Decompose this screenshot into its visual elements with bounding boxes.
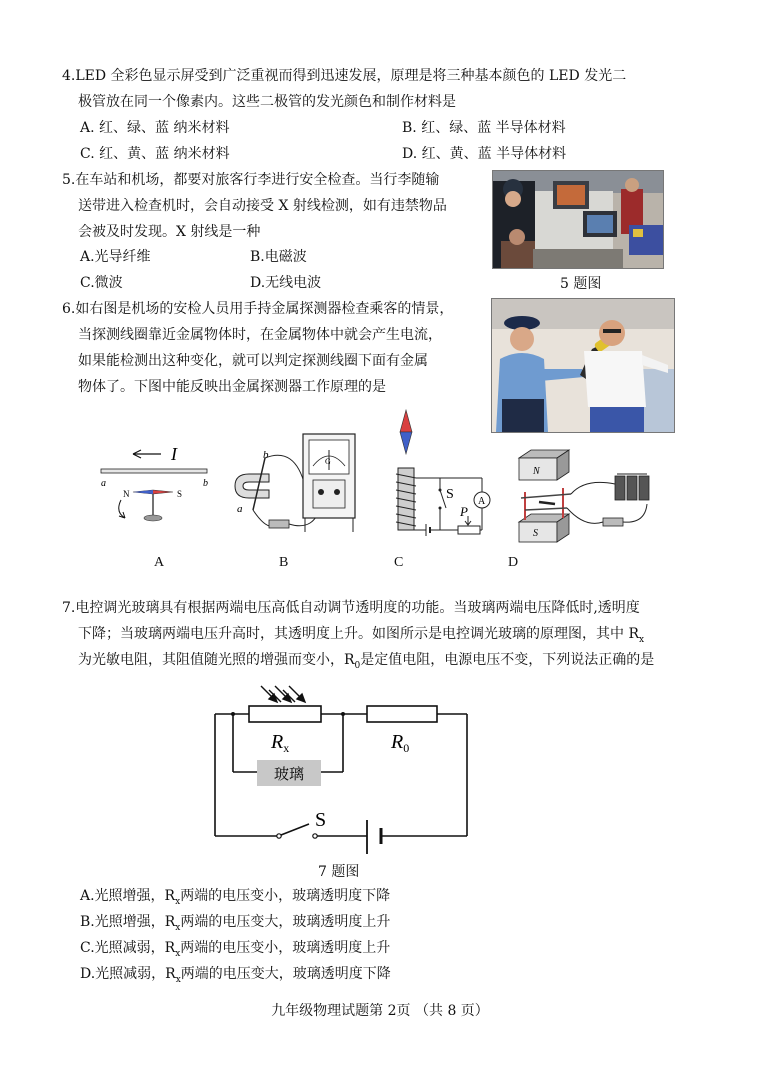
q5-stem-line2: 送带进入检查机时，会自动接受 X 射线检测，如有违禁物品: [78, 198, 447, 214]
q6-stem-line2: 当探测线圈靠近金属物体时，在金属物体中就会产生电流，: [78, 327, 442, 343]
q5-option-c: C.微波: [80, 275, 123, 291]
diagram-d-pole-n: N: [533, 466, 540, 477]
q5-figure-caption: 5 题图: [560, 276, 602, 292]
q4-option-b: B. 红、绿、蓝 半导体材料: [402, 120, 566, 136]
glass-label: 玻璃: [273, 767, 305, 783]
q7-stem-line3: 为光敏电阻，其阻值随光照的增强而变小，$R_0$是定值电阻，电源电压不变，下列说法正确的是: [78, 652, 655, 671]
diagram-c-ammeter-label: A: [478, 496, 486, 507]
photoresistor-rx: [249, 706, 321, 722]
diagram-d-pole-s: S: [533, 528, 538, 539]
diagram-a-pole-n: N: [123, 489, 130, 499]
diagram-c-rheostat-label: P: [460, 504, 468, 519]
page-footer: 九年级物理试题第 2页 （共 8 页）: [271, 1003, 489, 1019]
light-rays-icon: [261, 686, 305, 702]
battery-icon: [615, 476, 625, 500]
q6-stem-line3: 如果能检测出这种变化，就可以判定探测线圈下面有金属: [78, 353, 428, 369]
switch-icon: [281, 824, 309, 835]
q4-stem-line1: 4.LED 全彩色显示屏受到广泛重视而得到迅速发展，原理是将三种基本颜色的 LED 发光二: [62, 68, 627, 84]
q4-option-a: A. 红、绿、蓝 纳米材料: [80, 120, 230, 136]
q7-stem-line2: 下降；当玻璃两端电压升高时，其透明度上升。如图所示是电控调光玻璃的原理图，其中 $R_x$: [78, 626, 645, 645]
diagram-b-electromagnetic-induction: [225, 428, 360, 538]
diagram-a-current-label: I: [171, 444, 177, 464]
diagram-c-label: C: [394, 555, 404, 570]
q6-stem-line4: 物体了。下图中能反映出金属探测器工作原理的是: [78, 379, 386, 395]
diagram-a-end-a: a: [101, 478, 106, 489]
diagram-c-switch-label: S: [446, 487, 454, 502]
rx-label: $R_x$: [271, 731, 290, 755]
q7-option-a: A.光照增强，$R_x$两端的电压变小，玻璃透明度下降: [80, 888, 391, 907]
q5-stem-line3: 会被及时发现。X 射线是一种: [78, 224, 261, 240]
resistor-r0: [367, 706, 437, 722]
q5-luggage-inspection-photo: [492, 170, 664, 269]
q6-stem-line1: 6.如右图是机场的安检人员用手持金属探测器检查乘客的情景，: [62, 301, 454, 317]
diagram-b-end-a: a: [237, 503, 243, 515]
galvanometer-label: G: [325, 457, 331, 466]
r0-label: $R_0$: [391, 731, 410, 755]
q4-option-c: C. 红、黄、蓝 纳米材料: [80, 146, 230, 162]
q7-figure-caption: 7 题图: [318, 864, 360, 880]
diagram-d-motor-principle: [515, 448, 660, 543]
rheostat-icon: [458, 526, 480, 534]
diagram-a-pole-s: S: [177, 489, 183, 499]
diagram-b-label: B: [279, 555, 289, 570]
q5-option-b: B.电磁波: [250, 249, 307, 265]
diagram-d-label: D: [508, 555, 519, 570]
diagram-c-electromagnet-circuit: [388, 408, 498, 543]
q7-stem-line1: 7.电控调光玻璃具有根据两端电压高低自动调节透明度的功能。当玻璃两端电压降低时,透明度: [62, 600, 640, 616]
diagram-b-switch-icon: [269, 520, 289, 528]
q5-stem-line1: 5.在车站和机场，都要对旅客行李进行安全检查。当行李随输: [62, 172, 440, 188]
q7-circuit-diagram: [205, 680, 485, 860]
q6-metal-detector-photo: [491, 298, 675, 433]
diagram-a-label: A: [154, 555, 165, 570]
q5-option-d: D.无线电波: [250, 275, 322, 291]
q4-option-d: D. 红、黄、蓝 半导体材料: [402, 146, 567, 162]
q7-option-c: C.光照减弱，$R_x$两端的电压变小，玻璃透明度上升: [80, 940, 391, 959]
diagram-a-end-b: b: [203, 478, 208, 489]
diagram-a-oersted-experiment: [95, 440, 215, 535]
q5-option-a: A.光导纤维: [80, 249, 151, 265]
switch-label: S: [315, 809, 327, 831]
diagram-d-switch-icon: [603, 518, 623, 526]
diagram-b-end-b: b: [263, 449, 269, 461]
q4-stem-line2: 极管放在同一个像素内。这些二极管的发光颜色和制作材料是: [78, 94, 456, 110]
q7-option-b: B.光照增强，$R_x$两端的电压变大，玻璃透明度上升: [80, 914, 391, 933]
q7-option-d: D.光照减弱，$R_x$两端的电压变大，玻璃透明度下降: [80, 966, 391, 985]
